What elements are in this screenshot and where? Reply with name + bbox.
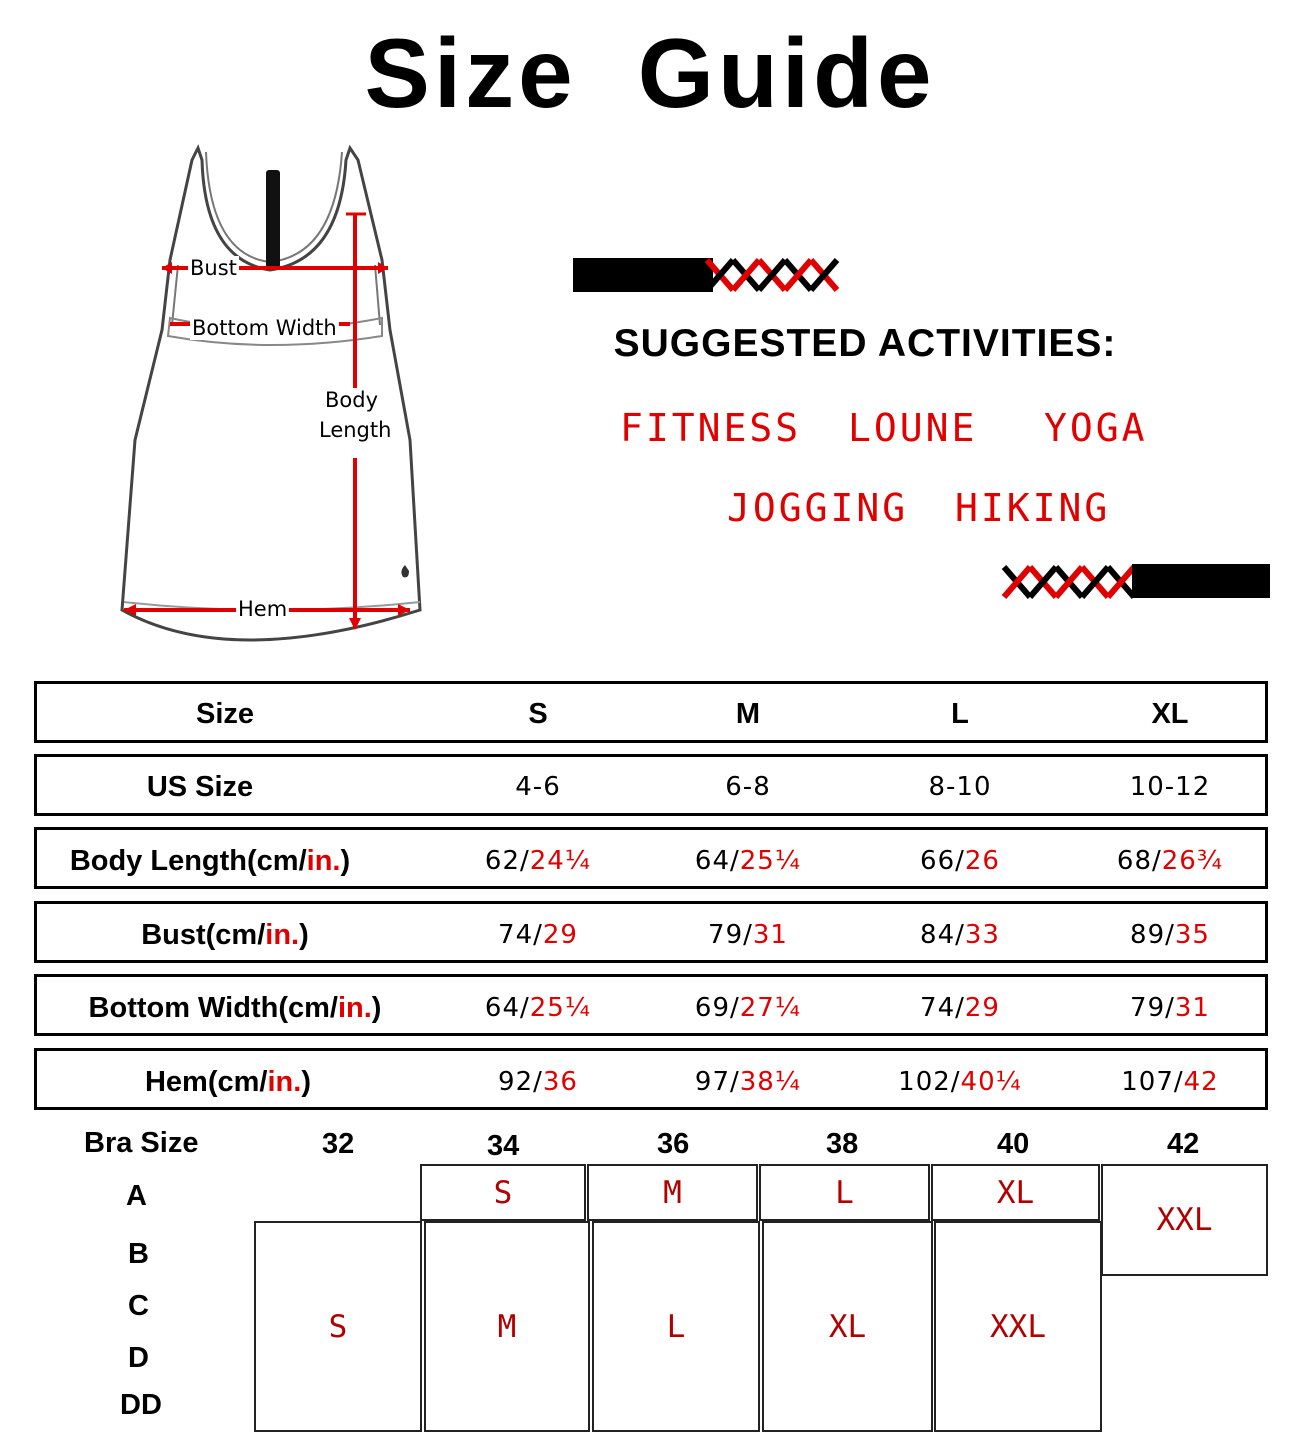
bottom-width-value-s: 64/25¼ — [484, 993, 592, 1023]
band-38: 38 — [826, 1128, 859, 1160]
us-size-label: US Size — [146, 771, 254, 803]
a-cup-size-xl: XL — [931, 1164, 1100, 1221]
length-label: Length — [319, 418, 392, 442]
bust-value-m: 79/31 — [708, 920, 788, 950]
us-size-xl: 10-12 — [1129, 772, 1211, 802]
size-header-row — [34, 681, 1268, 743]
cross-marks-bottom — [1000, 563, 1140, 601]
band-36: 36 — [657, 1128, 690, 1160]
activity-loune: LOUNE — [848, 406, 978, 450]
body-length-value-s: 62/24¼ — [484, 846, 592, 876]
bust-row — [34, 901, 1268, 963]
us-size-m: 6-8 — [725, 772, 771, 802]
size-header-m: M — [735, 698, 761, 730]
activity-fitness: FITNESS — [620, 406, 802, 450]
us-size-s: 4-6 — [515, 772, 561, 802]
bust-value-s: 74/29 — [498, 920, 578, 950]
hem-row — [34, 1048, 1268, 1110]
cup-d: D — [128, 1342, 149, 1374]
cup-a: A — [126, 1180, 147, 1212]
bcd-size-s: S — [254, 1221, 422, 1432]
us-size-l: 8-10 — [928, 772, 992, 802]
decor-bar-top — [573, 258, 713, 292]
bra-size-label: Bra Size — [84, 1127, 199, 1159]
a-cup-size-l: L — [759, 1164, 930, 1221]
cross-marks-top — [703, 256, 843, 294]
band-42-size-xxl: XXL — [1101, 1164, 1268, 1276]
bust-value-l: 84/33 — [920, 920, 1000, 950]
hem-label: Hem(cm/in.) — [144, 1066, 311, 1098]
band-32: 32 — [322, 1128, 355, 1160]
activities-heading: SUGGESTED ACTIVITIES: — [613, 322, 1117, 365]
cup-b: B — [128, 1238, 149, 1270]
hem-value-s: 92/36 — [498, 1067, 578, 1097]
cup-c: C — [128, 1290, 149, 1322]
bottom-width-value-m: 69/27¼ — [694, 993, 802, 1023]
bottom-width-row — [34, 974, 1268, 1036]
page-title: Size Guide — [364, 18, 936, 128]
bust-label: Bust — [190, 256, 237, 280]
bottom-width-label: Bottom Width(cm/in.) — [88, 992, 382, 1024]
bust-value-xl: 89/35 — [1130, 920, 1210, 950]
band-40: 40 — [997, 1128, 1030, 1160]
bcd-size-m: M — [424, 1221, 590, 1432]
body-length-value-xl: 68/26¾ — [1116, 846, 1224, 876]
body-length-label: Body Length(cm/in.) — [69, 845, 351, 877]
hem-label: Hem — [238, 597, 288, 621]
band-42: 42 — [1167, 1128, 1200, 1160]
body-length-value-m: 64/25¼ — [694, 846, 802, 876]
tank-top-diagram — [110, 140, 450, 670]
a-cup-size-s: S — [420, 1164, 586, 1221]
hem-value-l: 102/40¼ — [898, 1067, 1022, 1097]
activity-hiking: HIKING — [955, 486, 1111, 530]
bcd-size-xxl: XXL — [934, 1221, 1102, 1432]
size-header-xl: XL — [1151, 698, 1189, 730]
activity-jogging: JOGGING — [727, 486, 909, 530]
body-length-row — [34, 827, 1268, 889]
bcd-size-xl: XL — [762, 1221, 933, 1432]
bottom-width-value-l: 74/29 — [920, 993, 1000, 1023]
us-size-row — [34, 754, 1268, 816]
bottom-width-label: Bottom Width — [192, 316, 337, 340]
body-label: Body — [325, 388, 379, 412]
size-header-l: L — [951, 698, 969, 730]
bust-label: Bust(cm/in.) — [141, 919, 309, 951]
band-34: 34 — [487, 1130, 520, 1162]
hem-value-m: 97/38¼ — [694, 1067, 802, 1097]
decor-bar-bottom — [1132, 564, 1270, 598]
size-header-s: S — [528, 698, 548, 730]
activity-yoga: YOGA — [1044, 406, 1148, 450]
size-header-label: Size — [195, 698, 255, 730]
a-cup-size-m: M — [587, 1164, 758, 1221]
hem-value-xl: 107/42 — [1121, 1067, 1219, 1097]
cup-dd: DD — [120, 1389, 162, 1421]
bcd-size-l: L — [592, 1221, 760, 1432]
body-length-value-l: 66/26 — [920, 846, 1000, 876]
bottom-width-value-xl: 79/31 — [1130, 993, 1210, 1023]
